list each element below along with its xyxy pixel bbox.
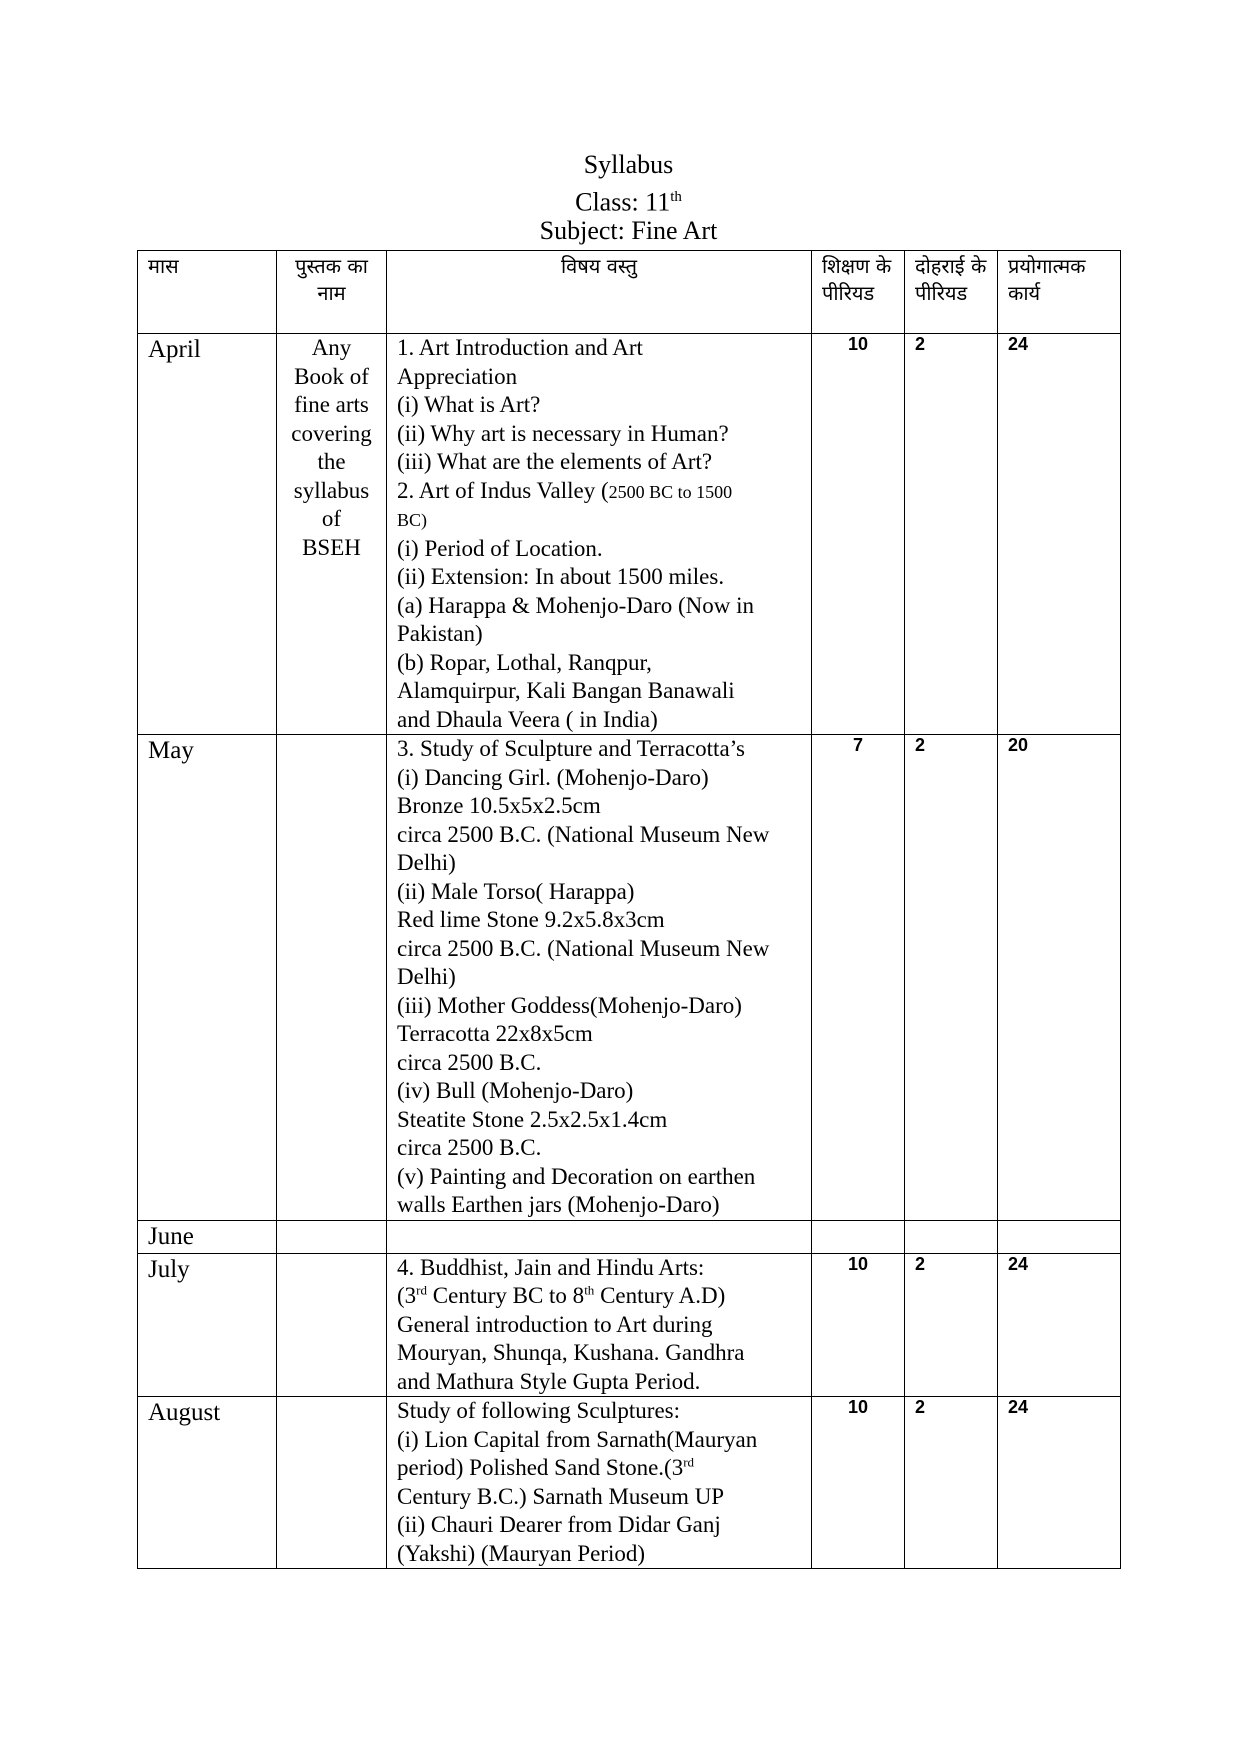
header-month: मास — [138, 251, 277, 334]
subject-heading: Subject: Fine Art — [539, 216, 718, 245]
month-cell: May — [138, 735, 277, 1221]
header-practical-work: प्रयोगात्मक कार्य — [998, 251, 1121, 334]
header-teaching-periods: शिक्षण के पीरियड — [812, 251, 905, 334]
month-cell: June — [138, 1220, 277, 1253]
syllabus-table — [137, 250, 1121, 1569]
header-content: विषय वस्तु — [387, 251, 812, 334]
content-cell: Study of following Sculptures: (i) Lion Capital from Sarnath(Mauryan period) Polished Sand Stone.(3rd Century B.C.) Sarnath Museum UP (ii) Chauri Dearer from Didar Ganj (Yakshi) (Mauryan Period) — [387, 1397, 812, 1569]
practical-work-cell — [998, 1220, 1121, 1253]
teaching-periods-cell — [812, 1220, 905, 1253]
header-revision-periods: दोहराई के पीरियड — [905, 251, 998, 334]
teaching-periods-cell: 10 — [812, 1253, 905, 1397]
content-cell — [387, 1220, 812, 1253]
revision-periods-cell — [905, 1220, 998, 1253]
revision-periods-cell: 2 — [905, 735, 998, 1221]
table-row-april — [138, 334, 1121, 735]
syllabus-title: Syllabus — [583, 150, 674, 179]
book-name-cell — [277, 735, 387, 1221]
book-name-cell — [277, 1253, 387, 1397]
content-cell: 4. Buddhist, Jain and Hindu Arts: (3rd Century BC to 8th Century A.D) General introduction to Art during Mouryan, Shunqa, Kushana. Gandhra and Mathura Style Gupta Period. — [387, 1253, 812, 1397]
content-cell: 1. Art Introduction and Art Appreciation (i) What is Art? (ii) Why art is necessary in Human? (iii) What are the elements of Art? 2. Art of Indus Valley (2500 BC to 1500 BC) (i) Period of Location. (ii) Extension: In about 1500 miles. (a) Harappa & Mohenjo-Daro (Now in Pakistan) (b) Ropar, Lothal, Ranqpur, Alamquirpur, Kali Bangan Banawali and Dhaula Veera ( in India) — [387, 334, 812, 735]
month-cell: August — [138, 1397, 277, 1569]
table-row-may — [138, 735, 1121, 1221]
table-row-july — [138, 1253, 1121, 1397]
revision-periods-cell: 2 — [905, 1397, 998, 1569]
teaching-periods-cell: 10 — [812, 334, 905, 735]
content-cell: 3. Study of Sculpture and Terracotta’s (i) Dancing Girl. (Mohenjo-Daro) Bronze 10.5x5x2.5cm circa 2500 B.C. (National Museum New Delhi) (ii) Male Torso( Harappa) Red lime Stone 9.2x5.8x3cm circa 2500 B.C. (National Museum New Delhi) (iii) Mother Goddess(Mohenjo-Daro) Terracotta 22x8x5cm circa 2500 B.C. (iv) Bull (Mohenjo-Daro) Steatite Stone 2.5x2.5x1.4cm circa 2500 B.C. (v) Painting and Decoration on earthen walls Earthen jars (Mohenjo-Daro) — [387, 735, 812, 1221]
month-cell: July — [138, 1253, 277, 1397]
header-row — [138, 251, 1121, 334]
practical-work-cell: 24 — [998, 1397, 1121, 1569]
practical-work-cell: 24 — [998, 334, 1121, 735]
class-heading: Class: 11th — [575, 187, 682, 217]
table-row-august — [138, 1397, 1121, 1569]
table-row-june — [138, 1220, 1121, 1253]
revision-periods-cell: 2 — [905, 1253, 998, 1397]
practical-work-cell: 20 — [998, 735, 1121, 1221]
header-book: पुस्तक का नाम — [277, 251, 387, 334]
teaching-periods-cell: 10 — [812, 1397, 905, 1569]
revision-periods-cell: 2 — [905, 334, 998, 735]
book-name-cell — [277, 1397, 387, 1569]
book-name-cell — [277, 1220, 387, 1253]
month-cell: April — [138, 334, 277, 735]
teaching-periods-cell: 7 — [812, 735, 905, 1221]
book-name-cell: Any Book of fine arts covering the syllabus of BSEH — [277, 334, 387, 735]
practical-work-cell: 24 — [998, 1253, 1121, 1397]
